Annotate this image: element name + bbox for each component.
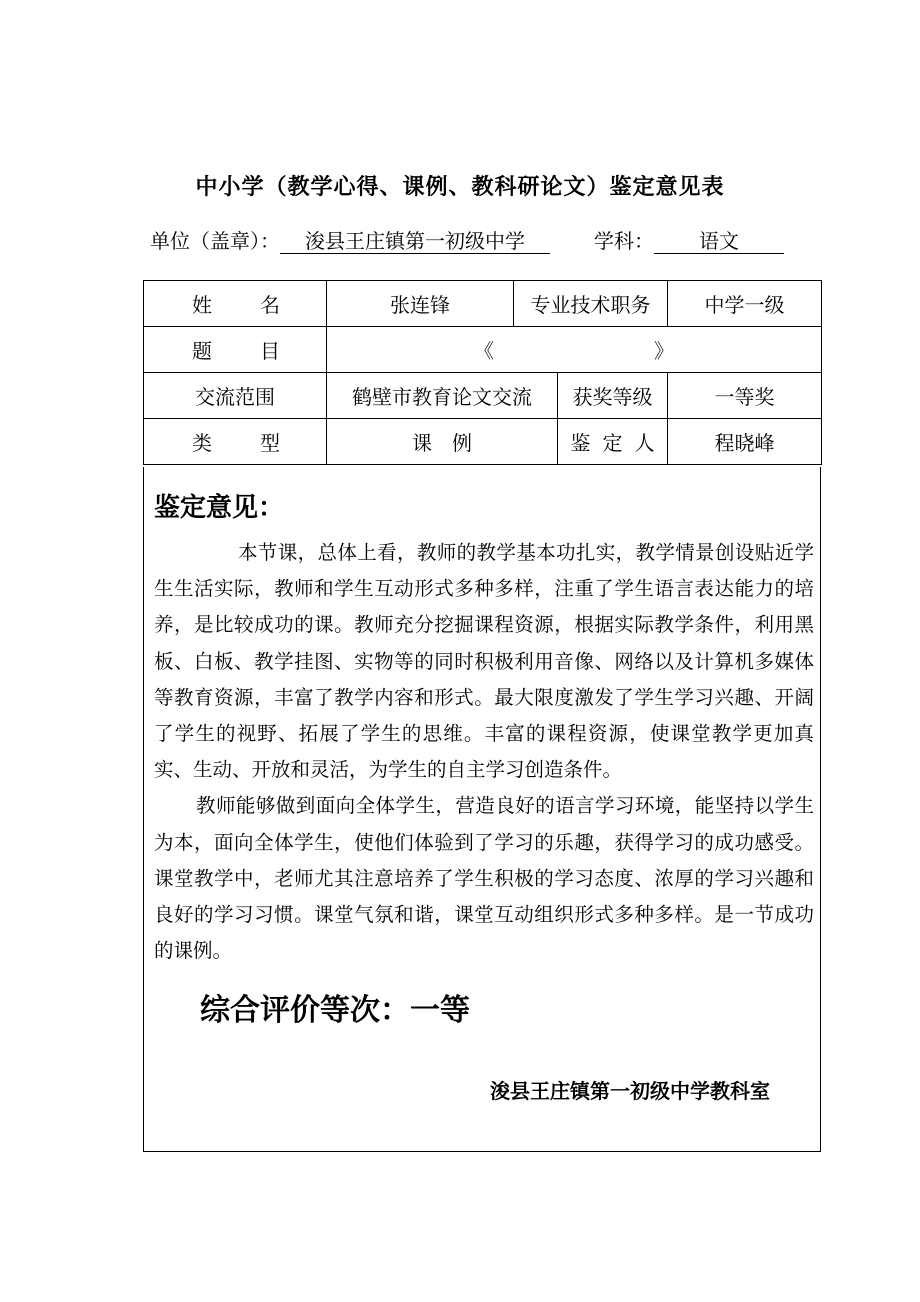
subject-value: 语文	[654, 229, 784, 254]
opinion-paragraph-1: 本节课，总体上看，教师的教学基本功扎实，教学情景创设贴近学生生活实际，教师和学生互动形式多种多样，注重了学生语言表达能力的培养，是比较成功的课。教师充分挖掘课程资源，根据实际教学条件，利用黑板、白板、教学挂图、实物等的同时积极利用音像、网络以及计算机多媒体等教育资源，丰富了教学内容和形式。最大限度激发了学生学习兴趣、开阔了学生的视野、拓展了学生的思维。丰富的课程资源，使课堂教学更加真实、生动、开放和灵活，为学生的自主学习创造条件。	[154, 541, 814, 782]
document-title: 中小学（教学心得、课例、教科研论文）鉴定意见表	[195, 175, 725, 200]
table-row	[144, 419, 822, 465]
type-label: 类型	[144, 419, 327, 465]
type-value: 课 例	[327, 419, 558, 465]
appraiser-label: 鉴定人	[558, 419, 668, 465]
job-title-label: 专业技术职务	[514, 281, 668, 327]
topic-value	[327, 327, 822, 373]
topic-open-mark: 《	[474, 339, 494, 363]
subject-label: 学科：	[594, 229, 654, 253]
unit-value: 浚县王庄镇第一初级中学	[280, 229, 550, 254]
scope-value: 鹤壁市教育论文交流	[327, 373, 558, 419]
overall-grade: 综合评价等次：一等	[200, 993, 470, 1028]
table-row	[144, 327, 822, 373]
info-table	[143, 280, 822, 465]
signature-office: 浚县王庄镇第一初级中学教科室	[490, 1079, 770, 1103]
opinion-section	[143, 467, 821, 1152]
opinion-heading: 鉴定意见：	[154, 493, 285, 523]
topic-label: 题目	[144, 327, 327, 373]
table-row	[144, 281, 822, 327]
award-label: 获奖等级	[558, 373, 668, 419]
name-label: 姓名	[144, 281, 327, 327]
unit-subject-line	[150, 225, 784, 254]
award-value: 一等奖	[668, 373, 822, 419]
scope-label: 交流范围	[144, 373, 327, 419]
name-value: 张连锋	[327, 281, 514, 327]
opinion-body	[154, 535, 814, 969]
topic-close-mark: 》	[654, 339, 674, 363]
job-title-value: 中学一级	[668, 281, 822, 327]
unit-label: 单位（盖章）：	[150, 229, 280, 253]
table-row	[144, 373, 822, 419]
appraiser-value: 程晓峰	[668, 419, 822, 465]
opinion-paragraph-2: 教师能够做到面向全体学生，营造良好的语言学习环境，能坚持以学生为本，面向全体学生，使他们体验到了学习的乐趣，获得学习的成功感受。课堂教学中，老师尤其注意培养了学生积极的学习态度、浓厚的学习兴趣和良好的学习习惯。课堂气氛和谐，课堂互动组织形式多种多样。是一节成功的课例。	[154, 794, 814, 963]
